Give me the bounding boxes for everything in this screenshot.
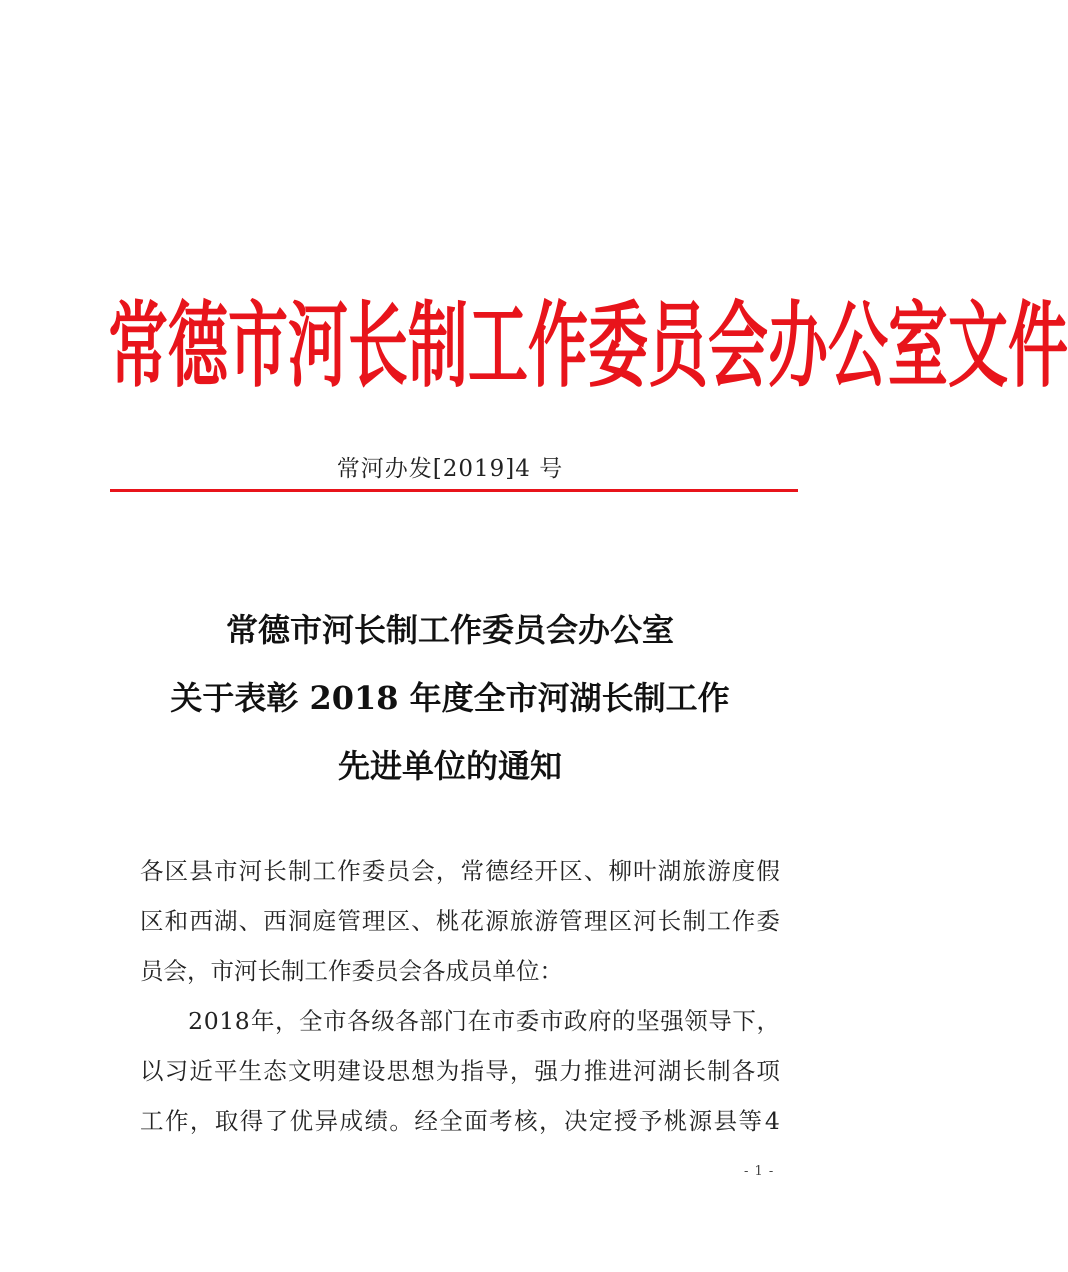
masthead-char: 员 — [648, 292, 708, 402]
masthead-char: 市 — [228, 292, 288, 402]
masthead-char: 文 — [948, 292, 1008, 402]
masthead-char: 作 — [528, 292, 588, 402]
masthead-char: 制 — [408, 292, 468, 402]
masthead-char: 会 — [708, 292, 768, 402]
page-number: - 1 - — [744, 1164, 775, 1179]
masthead-char: 办 — [768, 292, 828, 402]
document-body — [140, 846, 780, 1146]
masthead-char: 德 — [168, 292, 228, 402]
masthead-char: 委 — [588, 292, 648, 402]
masthead-char: 河 — [288, 292, 348, 402]
body-line: 区 和 西 湖 、 西 洞 庭 管 理 区 、 桃 花 源 旅 游 管 理 区 河 长 制 工 作 委 — [140, 907, 780, 935]
body-line: 各 区 县 市 河 长 制 工 作 委 员 会 ， 常 德 经 开 区 、 柳 叶 湖 旅 游 度 假 — [140, 857, 780, 885]
masthead-char: 长 — [348, 292, 408, 402]
masthead-char: 常 — [108, 292, 168, 402]
masthead-char: 工 — [468, 292, 528, 402]
body-line: 2 0 1 8 年 ， 全 市 各 级 各 部 门 在 市 委 市 政 府 的 坚 强 领 导 下 ， — [188, 1007, 780, 1035]
body-line: 工 作 ， 取 得 了 优 异 成 绩 。 经 全 面 考 核 ， 决 定 授 予 桃 源 县 等 4 — [140, 1107, 780, 1135]
red-divider-line — [110, 489, 798, 492]
body-line: 以 习 近 平 生 态 文 明 建 设 思 想 为 指 导 ， 强 力 推 进 河 湖 长 制 各 项 — [140, 1057, 780, 1085]
title-line: 关于表彰 2018 年度全市河湖长制工作 — [170, 679, 730, 717]
title-line: 常德市河长制工作委员会办公室 — [225, 611, 674, 649]
body-line: 员会，市河长制工作委员会各成员单位： — [140, 957, 563, 985]
document-number: 常河办发[2019]4 号 — [336, 456, 564, 482]
document-title — [0, 596, 900, 800]
masthead-char: 室 — [888, 292, 948, 402]
title-line: 先进单位的通知 — [337, 747, 562, 785]
masthead-char: 公 — [828, 292, 888, 402]
red-header-masthead — [108, 292, 1068, 402]
masthead-char: 件 — [1008, 292, 1068, 402]
